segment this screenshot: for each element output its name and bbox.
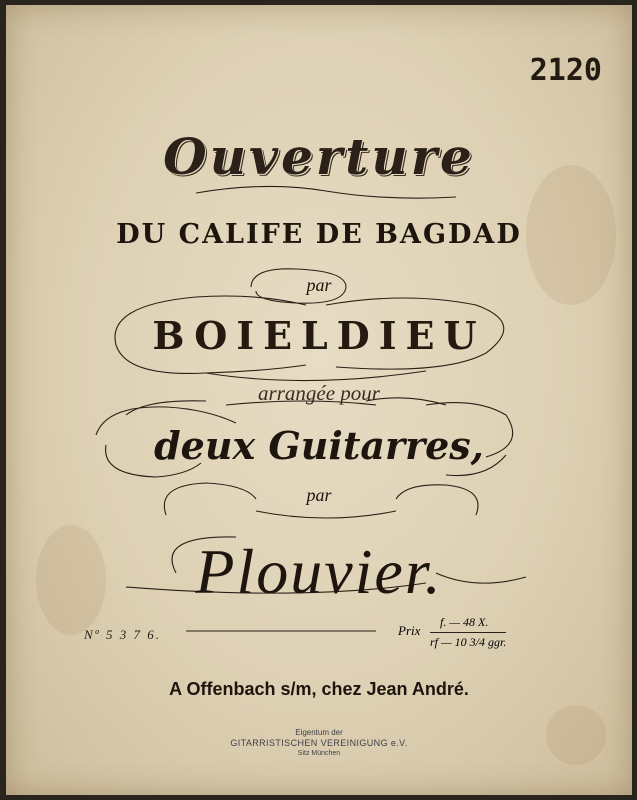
instrumentation: deux Guitarres, [154, 423, 484, 468]
arranged-for-label: arrangée pour [258, 381, 380, 405]
by-label: par [306, 275, 332, 295]
price-block [430, 613, 506, 652]
price-florin: f. — 48 X. [440, 615, 489, 629]
arranger-name: Plouvier. [195, 536, 443, 607]
work-subtitle: DU CALIFE DE BAGDAD [116, 219, 522, 250]
composer-name: BOIELDIEU [152, 313, 486, 358]
price-groschen: rf — 10 3/4 ggr. [430, 632, 506, 652]
price-label: Prix [398, 623, 421, 638]
publisher-imprint: A Offenbach s/m, chez Jean André. [169, 679, 469, 699]
catalog-number: 2120 [529, 53, 602, 88]
ownership-stamp-line3: Sitz München [297, 750, 341, 757]
page-title: Ouverture [163, 127, 475, 186]
ownership-stamp-line1: Eigentum der [295, 728, 343, 737]
plate-number: Nº 5 3 7 6. [84, 627, 161, 642]
ownership-stamp-line2: GITARRISTISCHEN VEREINIGUNG e.V. [230, 738, 408, 748]
by-label-2: par [306, 485, 332, 505]
sheet-music-cover [6, 5, 632, 795]
